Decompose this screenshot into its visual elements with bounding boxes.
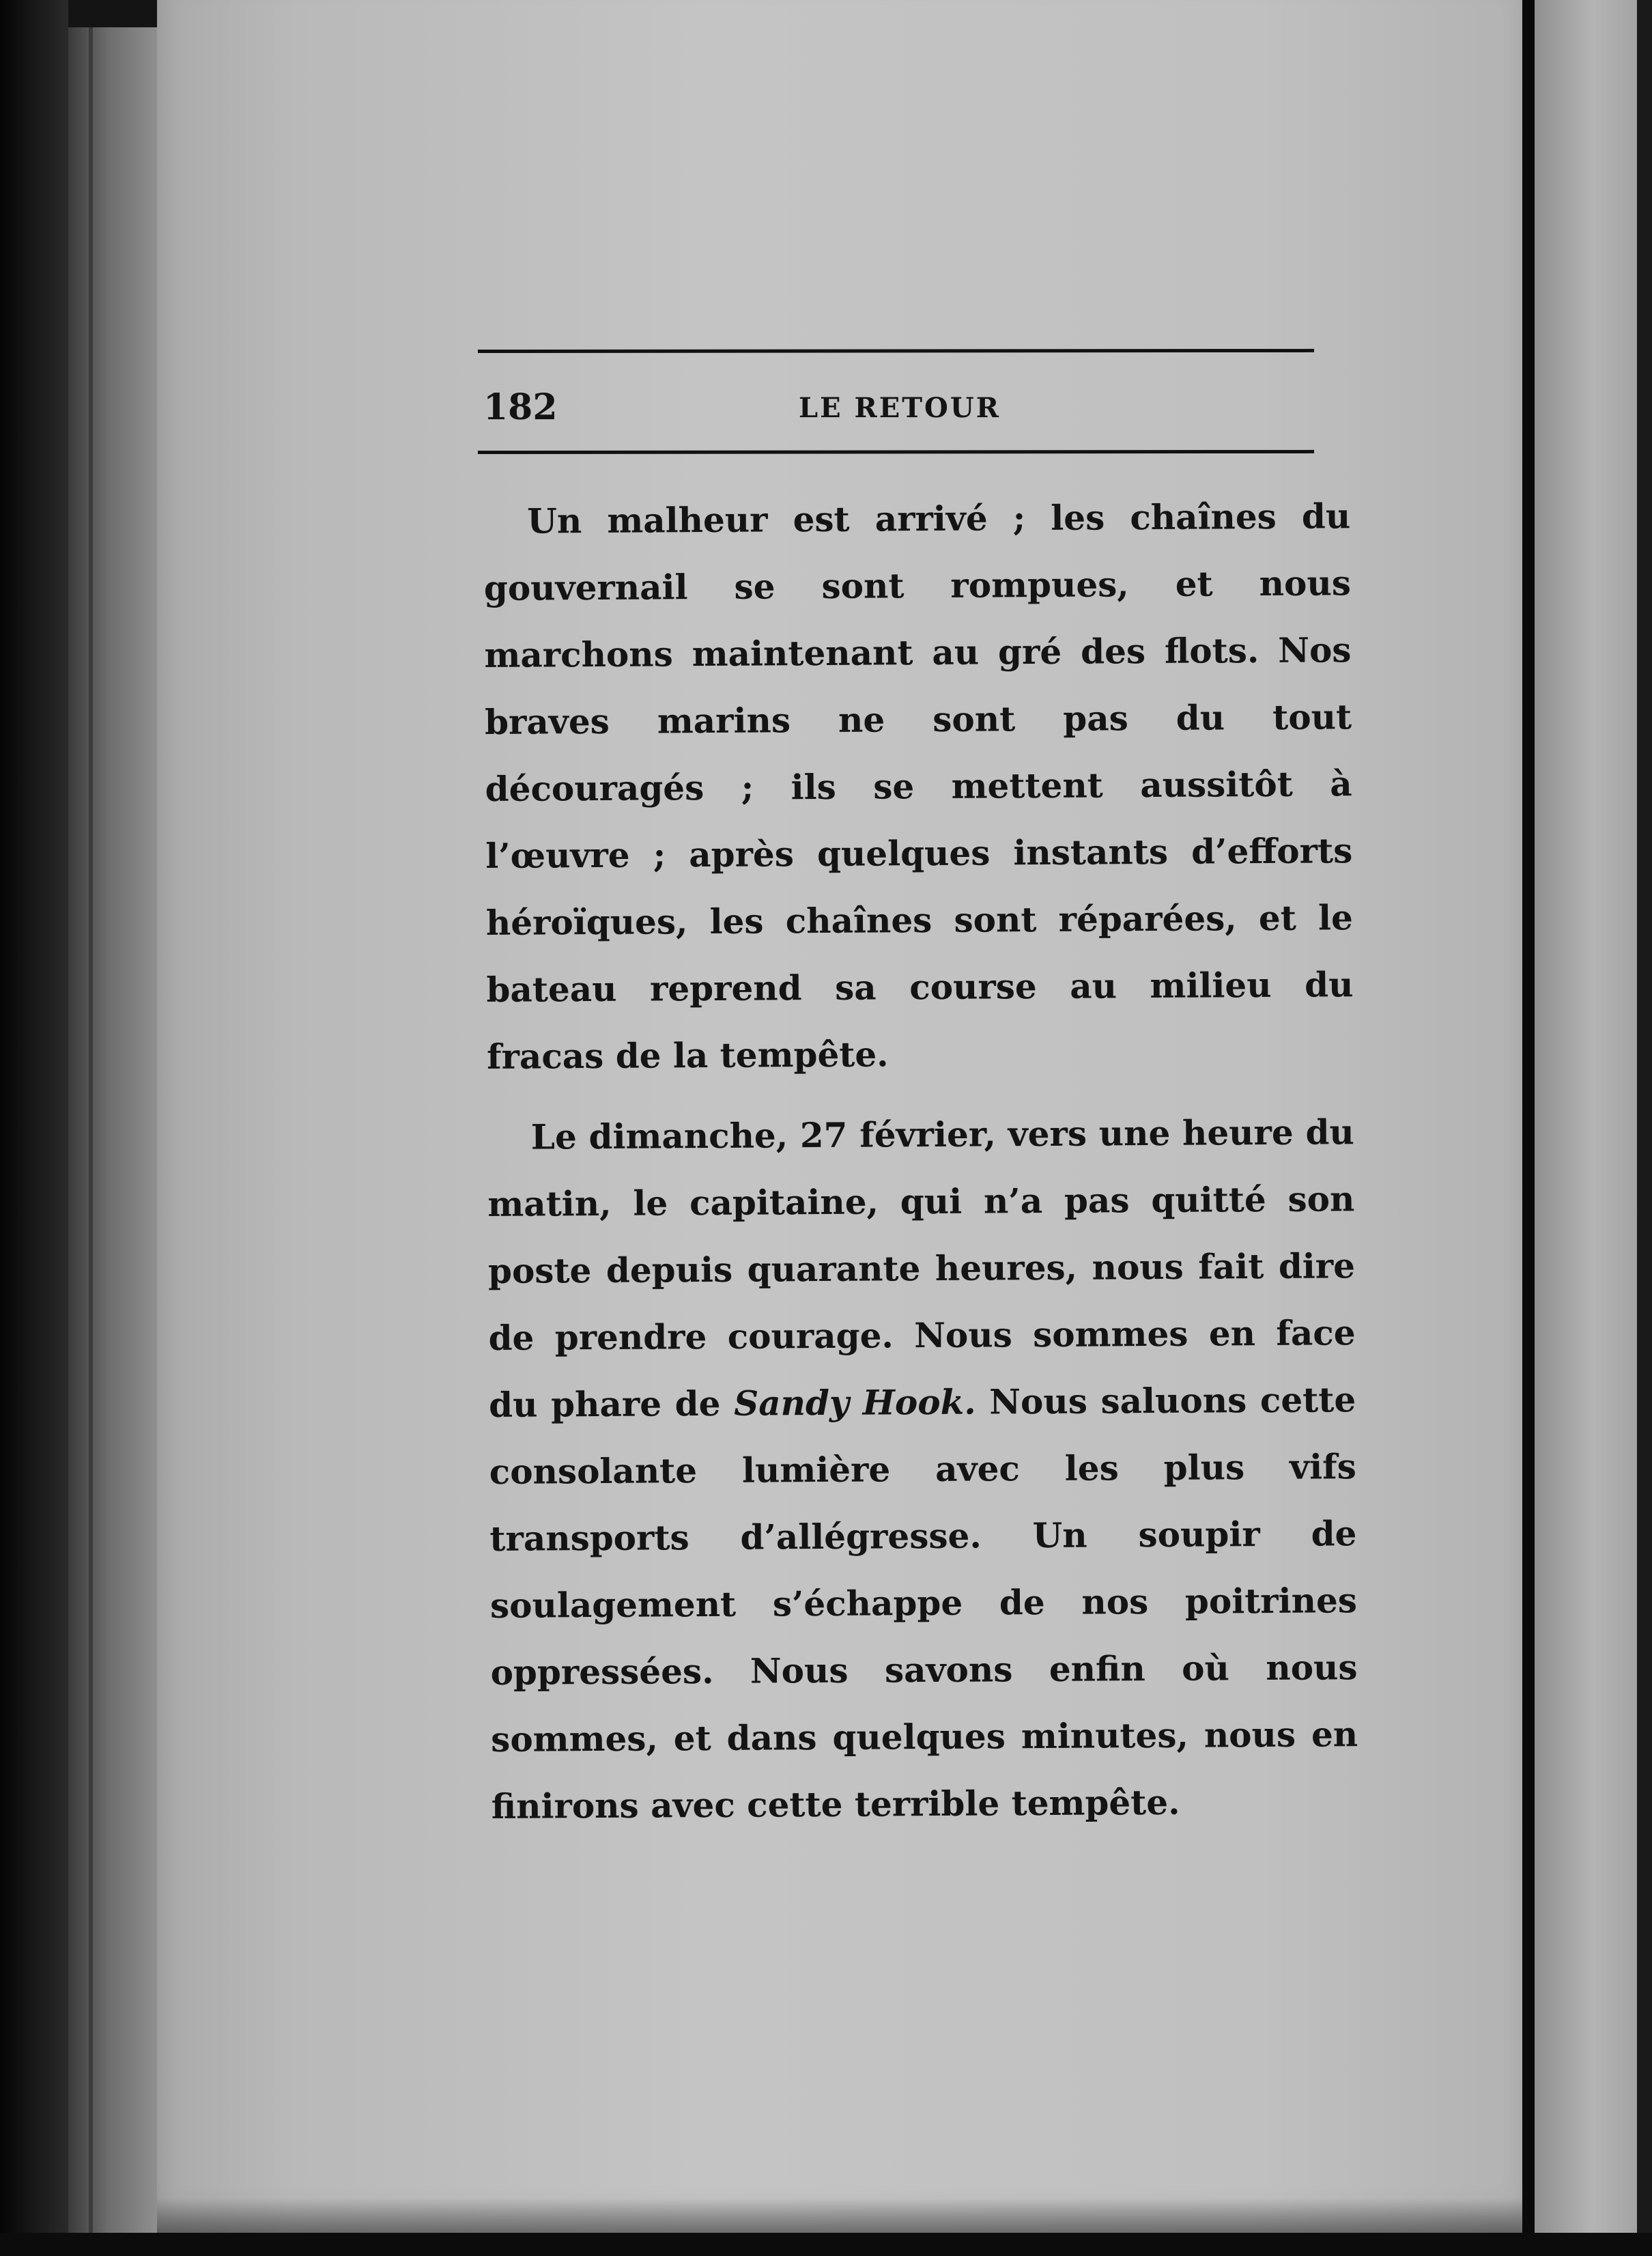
page-number: 182	[483, 386, 558, 428]
scan-border	[0, 2233, 1652, 2256]
header-rule-top	[478, 349, 1314, 353]
paragraph: Un malheur est arrivé ; les chaînes du gouvernail se sont rompues, et nous marchons maintenant au gré des flots. Nos braves marins ne sont pas du tout découragés ; ils se mettent aussitôt à l’œuvre ; après quelques instants d’efforts héroïques, les chaînes sont réparées, et le bateau reprend sa course au milieu du fracas de la tempête.	[483, 496, 1354, 1077]
page-gutter	[1522, 0, 1535, 2256]
paragraph-text: Nous saluons cette consolante lumière avec les plus vifs transports d’allégresse. Un soupir de soulagement s’échappe de nos poitrines oppressées. Nous savons enfin où nous sommes, et dans quelques minutes, nous en finirons avec cette terrible tempête.	[489, 1379, 1358, 1827]
italic-place-name: Sandy Hook.	[733, 1381, 976, 1424]
header-rule-bottom	[478, 450, 1314, 454]
main-text	[483, 483, 1358, 1840]
paragraph	[487, 1099, 1359, 1840]
running-head	[478, 386, 1314, 434]
running-title: LE RETOUR	[799, 392, 1001, 424]
facing-page-edge	[1535, 0, 1652, 2233]
book-spine-shadow	[0, 0, 68, 2256]
page-stack-edge	[68, 27, 171, 2256]
paragraph-text: Le dimanche, 27 février, vers une heure du matin, le capitaine, qui n’a pas quitté son poste depuis quarante heures, nous fait dire de prendre courage. Nous sommes en face du phare de	[487, 1112, 1356, 1425]
